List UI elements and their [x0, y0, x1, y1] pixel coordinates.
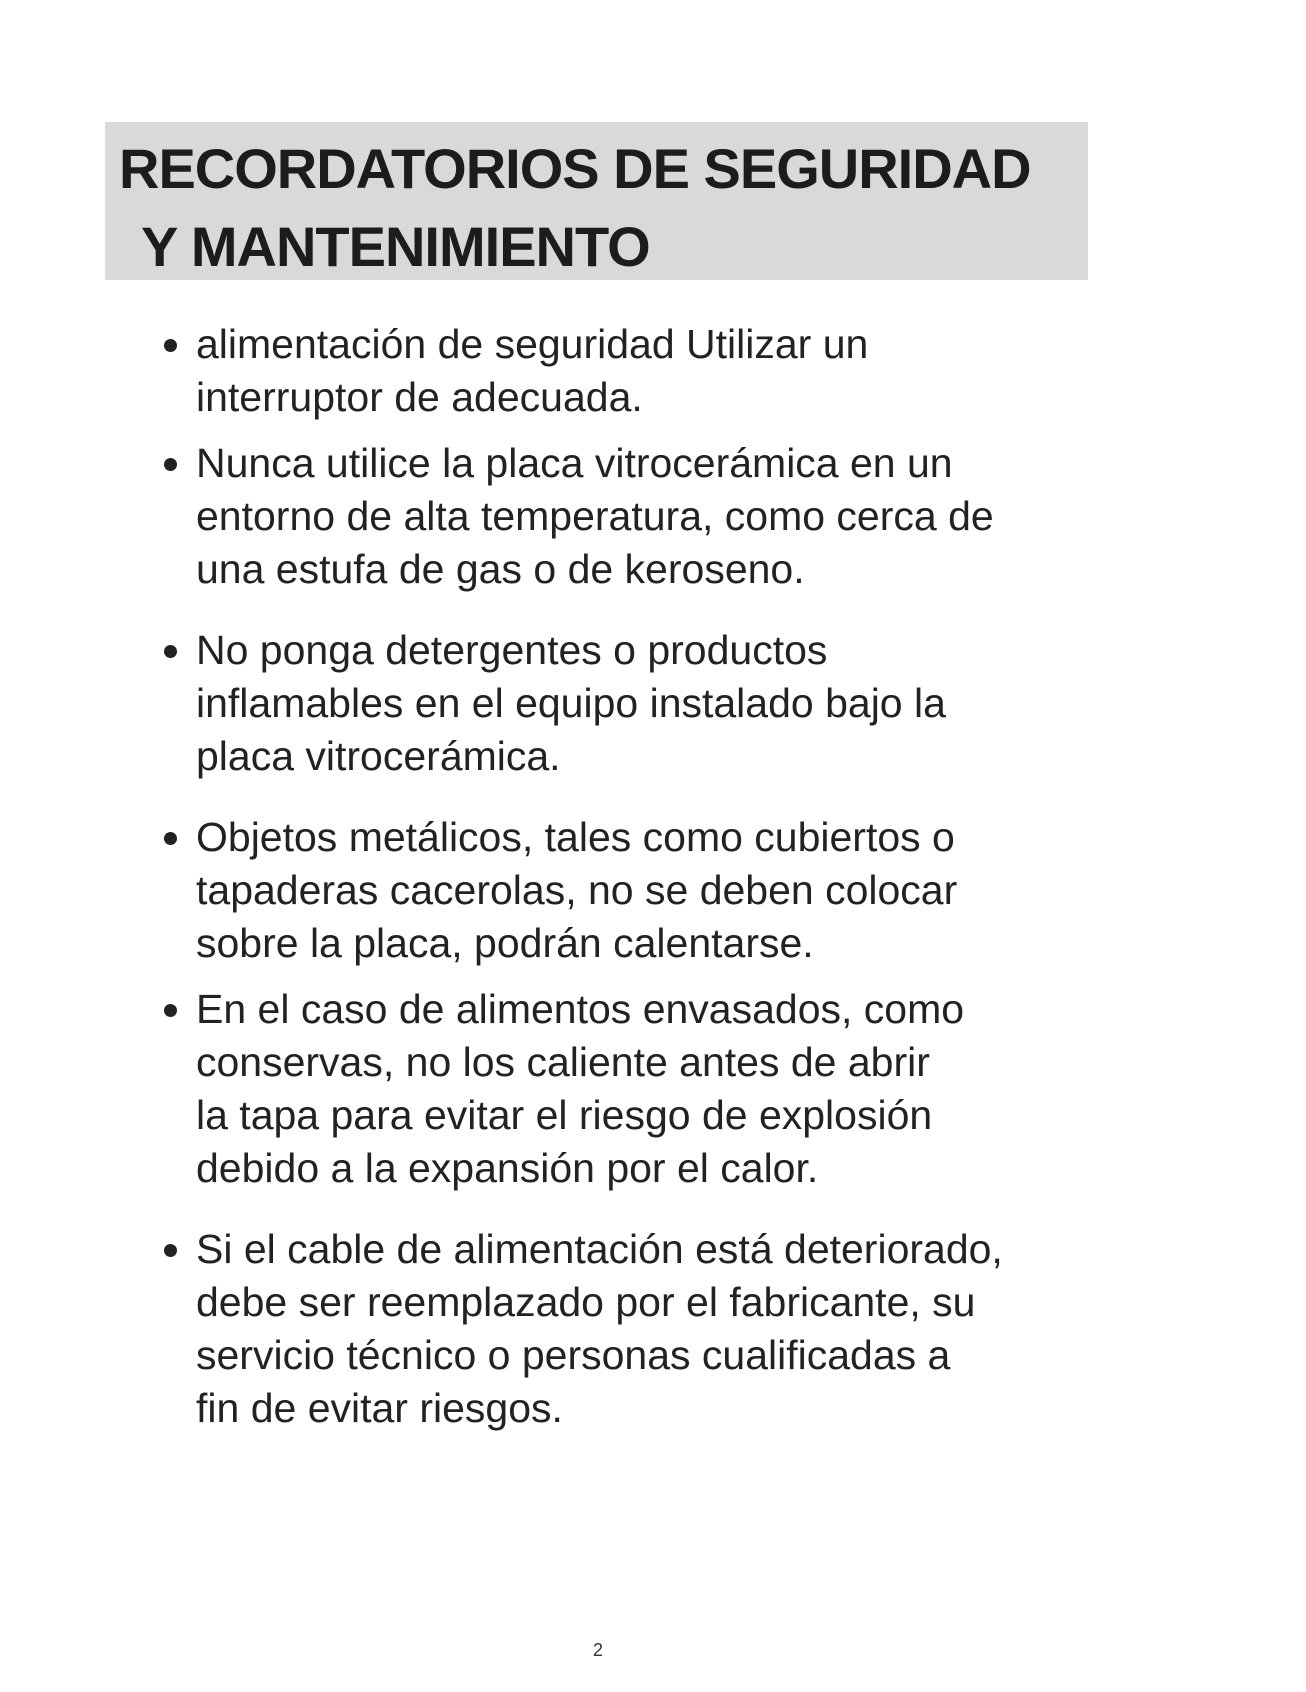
- bullet-item: [160, 318, 1100, 424]
- bullet-line: debe ser reemplazado por el fabricante, su: [196, 1279, 976, 1325]
- section-title: [105, 122, 1088, 280]
- bullet-dot-icon: [164, 1004, 177, 1017]
- bullet-line: placa vitrocerámica.: [196, 733, 561, 779]
- bullet-line: Objetos metálicos, tales como cubiertos o: [196, 814, 955, 860]
- bullet-line: la tapa para evitar el riesgo de explosión: [196, 1092, 933, 1138]
- bullet-item: [160, 437, 1100, 596]
- bullet-item: [160, 624, 1100, 783]
- page-number: 2: [592, 1640, 603, 1660]
- bullet-line: En el caso de alimentos envasados, como: [196, 986, 965, 1032]
- bullet-item: [160, 983, 1100, 1195]
- bullet-item: [160, 811, 1100, 970]
- safety-bullet-list: [160, 318, 1100, 1448]
- bullet-line: entorno de alta temperatura, como cerca de: [196, 493, 994, 539]
- bullet-line: No ponga detergentes o productos: [196, 627, 828, 673]
- bullet-item: [160, 1223, 1100, 1435]
- title-line-2: Y MANTENIMIENTO: [141, 215, 650, 278]
- bullet-dot-icon: [164, 458, 177, 471]
- bullet-line: tapaderas cacerolas, no se deben colocar: [196, 867, 958, 913]
- bullet-dot-icon: [164, 339, 177, 352]
- bullet-line: interruptor de adecuada.: [196, 374, 643, 420]
- bullet-line: una estufa de gas o de keroseno.: [196, 546, 805, 592]
- bullet-line: debido a la expansión por el calor.: [196, 1145, 819, 1191]
- bullet-dot-icon: [164, 1244, 177, 1257]
- bullet-line: Nunca utilice la placa vitrocerámica en un: [196, 440, 953, 486]
- bullet-line: Si el cable de alimentación está deteriorado,: [196, 1226, 1003, 1272]
- bullet-line: conservas, no los caliente antes de abrir: [196, 1039, 930, 1085]
- bullet-line: inflamables en el equipo instalado bajo la: [196, 680, 946, 726]
- bullet-line: servicio técnico o personas cualificadas a: [196, 1332, 951, 1378]
- title-line-1: RECORDATORIOS DE SEGURIDAD: [119, 137, 1031, 200]
- bullet-line: alimentación de seguridad Utilizar un: [196, 321, 869, 367]
- bullet-dot-icon: [164, 645, 177, 658]
- bullet-dot-icon: [164, 832, 177, 845]
- bullet-line: fin de evitar riesgos.: [196, 1385, 563, 1431]
- bullet-line: sobre la placa, podrán calentarse.: [196, 920, 814, 966]
